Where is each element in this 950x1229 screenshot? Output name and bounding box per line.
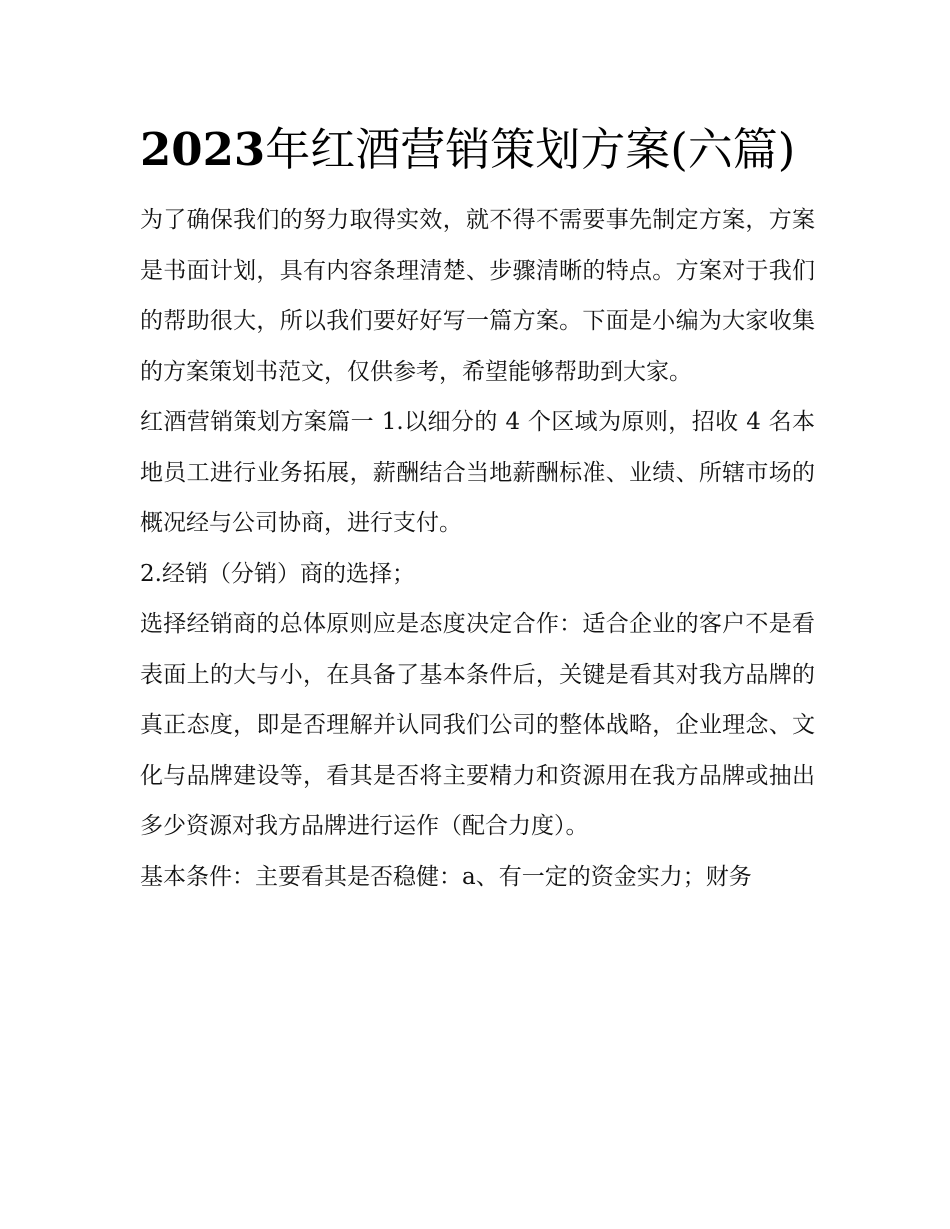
paragraph-distributor-principle: 选择经销商的总体原则应是态度决定合作：适合企业的客户不是看表面上的大与小，在具备了基本条件后，关键是看其对我方品牌的真正态度，即是否理解并认同我们公司的整体战略，企业理念、文化与品牌建设等，看其是否将主要精力和资源用在我方品牌或抽出多少资源对我方品牌进行运作（配合力度）。 (140, 611, 815, 839)
title-year: 2023 (140, 123, 266, 176)
title-text: 年红酒营销策划方案(六篇) (265, 123, 796, 176)
paragraph-section-one: 红酒营销策划方案篇一 1.以细分的 4 个区域为原则，招收 4 名本地员工进行业务拓展，薪酬结合当地薪酬标准、业绩、所辖市场的概况经与公司协商，进行支付。 (140, 409, 815, 536)
paragraph-intro: 为了确保我们的努力取得实效，就不得不需要事先制定方案，方案是书面计划，具有内容条理清楚、步骤清晰的特点。方案对于我们的帮助很大，所以我们要好好写一篇方案。下面是小编为大家收集的方案策划书范文，仅供参考，希望能够帮助到大家。 (140, 207, 815, 385)
document-title (140, 118, 815, 181)
document-body (140, 118, 815, 902)
paragraph-distributor-heading: 2.经销（分销）商的选择； (140, 560, 415, 587)
paragraph-basic-conditions: 基本条件：主要看其是否稳健：a、有一定的资金实力；财务 (140, 863, 752, 890)
